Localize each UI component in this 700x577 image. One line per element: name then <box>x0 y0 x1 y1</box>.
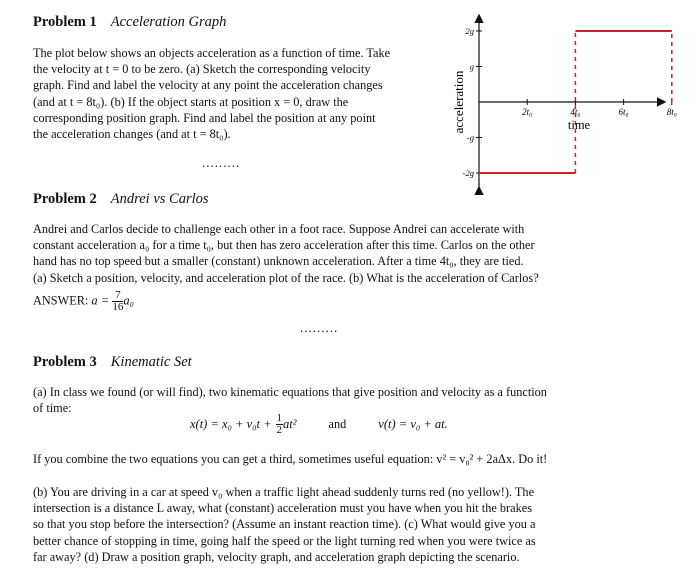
problem-3-line: (b) You are driving in a car at speed v₀ when a traffic light ahead suddenly turns red (no yellow!). The <box>33 485 535 499</box>
problem-2-answer <box>33 290 134 313</box>
problem-3-part-a <box>33 384 631 416</box>
problem-2-body <box>33 221 631 286</box>
problem-1-line: graph. Find and label the velocity at any point the acceleration changes <box>33 78 383 93</box>
problem-2-line: (a) Sketch a position, velocity, and acceleration plot of the race. (b) What is the acceleration of Carlos? <box>33 270 539 285</box>
answer-rhs: a₀ <box>123 293 134 308</box>
x-tick-label: 6t₀ <box>618 107 629 117</box>
problem-3-line: of time: <box>33 401 72 416</box>
x-axis-label: time <box>567 118 591 132</box>
problem-1-number: Problem 1 <box>33 14 97 30</box>
problem-2-line: constant acceleration a₀ for a time t₀, but then has zero acceleration after this time. Carlos on the other <box>33 238 535 253</box>
problem-3-line: so that you stop before the intersection? (Assume an instant reaction time). (c) What would give you a <box>33 517 536 532</box>
problem-2-subtitle: Andrei vs Carlos <box>110 191 209 207</box>
answer-label: ANSWER: <box>33 293 89 308</box>
combine-equation-line: If you combine the two equations you can get a third, sometimes useful equation: v² = v₀² + 2aΔx. Do it! <box>33 452 548 466</box>
problem-3-line: (a) In class we found (or will find), two kinematic equations that give position and velocity as a function <box>33 385 547 399</box>
problem-1-line: the velocity at t = 0 to be zero. (a) Sketch the corresponding velocity <box>33 62 371 77</box>
separator-dots: ......... <box>202 155 241 170</box>
equation-position-rhs: at² <box>283 417 297 432</box>
problem-3-subtitle: Kinematic Set <box>110 354 192 370</box>
problem-3-line: better chance of stopping in time, going half the speed or the light turning red when you were twice as <box>33 533 536 548</box>
y-axis-label: acceleration <box>451 70 466 134</box>
half-numerator: 1 <box>276 412 283 424</box>
x-tick-label: 8t₀ <box>666 107 677 117</box>
answer-lhs: a = <box>91 293 110 308</box>
y-tick-label: -g <box>466 132 474 143</box>
problem-1-line: the acceleration changes (and at t = 8t₀). <box>33 127 231 142</box>
answer-numerator: 7 <box>112 290 123 302</box>
problem-1-line: The plot below shows an objects acceleration as a function of time. Take <box>33 46 391 60</box>
half-denominator: 2 <box>276 424 283 436</box>
kinematic-equations <box>190 413 448 436</box>
separator-dots: ......... <box>300 320 339 335</box>
problem-2-line: hand has no top speed but a smaller (constant) unknown acceleration. After a time 4t₀, they are tied. <box>33 254 524 269</box>
problem-1-body <box>33 45 441 142</box>
problem-2-heading <box>33 191 209 208</box>
problem-1-heading <box>33 14 226 31</box>
x-tick-label: 4t₀ <box>570 107 581 117</box>
equation-velocity: v(t) = v₀ + at. <box>378 417 448 432</box>
problem-3-heading <box>33 354 192 371</box>
problem-3-part-b <box>33 484 631 565</box>
y-tick-label: g <box>469 61 474 72</box>
y-tick-label: -2g <box>462 168 474 178</box>
acceleration-chart <box>446 8 678 196</box>
problem-1-line: corresponding position graph. Find and label the position at any point <box>33 110 376 125</box>
problem-2-line: Andrei and Carlos decide to challenge each other in a foot race. Suppose Andrei can accelerate with <box>33 222 525 236</box>
problem-3-line: intersection is a distance L away, what (constant) acceleration must you have when you hit the brakes <box>33 501 532 516</box>
equation-half-fraction <box>276 413 284 436</box>
answer-fraction <box>112 290 123 313</box>
problem-2-number: Problem 2 <box>33 191 97 207</box>
answer-denominator: 16 <box>112 301 124 313</box>
problem-3-number: Problem 3 <box>33 354 97 370</box>
problem-1-subtitle: Acceleration Graph <box>110 14 227 30</box>
equation-and: and <box>328 417 347 432</box>
y-tick-label: 2g <box>465 26 474 36</box>
equation-position-lhs: x(t) = x₀ + v₀t + <box>190 417 272 432</box>
problem-1-line: (and at t = 8t₀). (b) If the object starts at position x = 0, draw the <box>33 94 349 109</box>
x-tick-label: 2t₀ <box>522 107 533 117</box>
problem-3-line: far away? (d) Draw a position graph, velocity graph, and acceleration graph depicting the scenario. <box>33 549 520 564</box>
